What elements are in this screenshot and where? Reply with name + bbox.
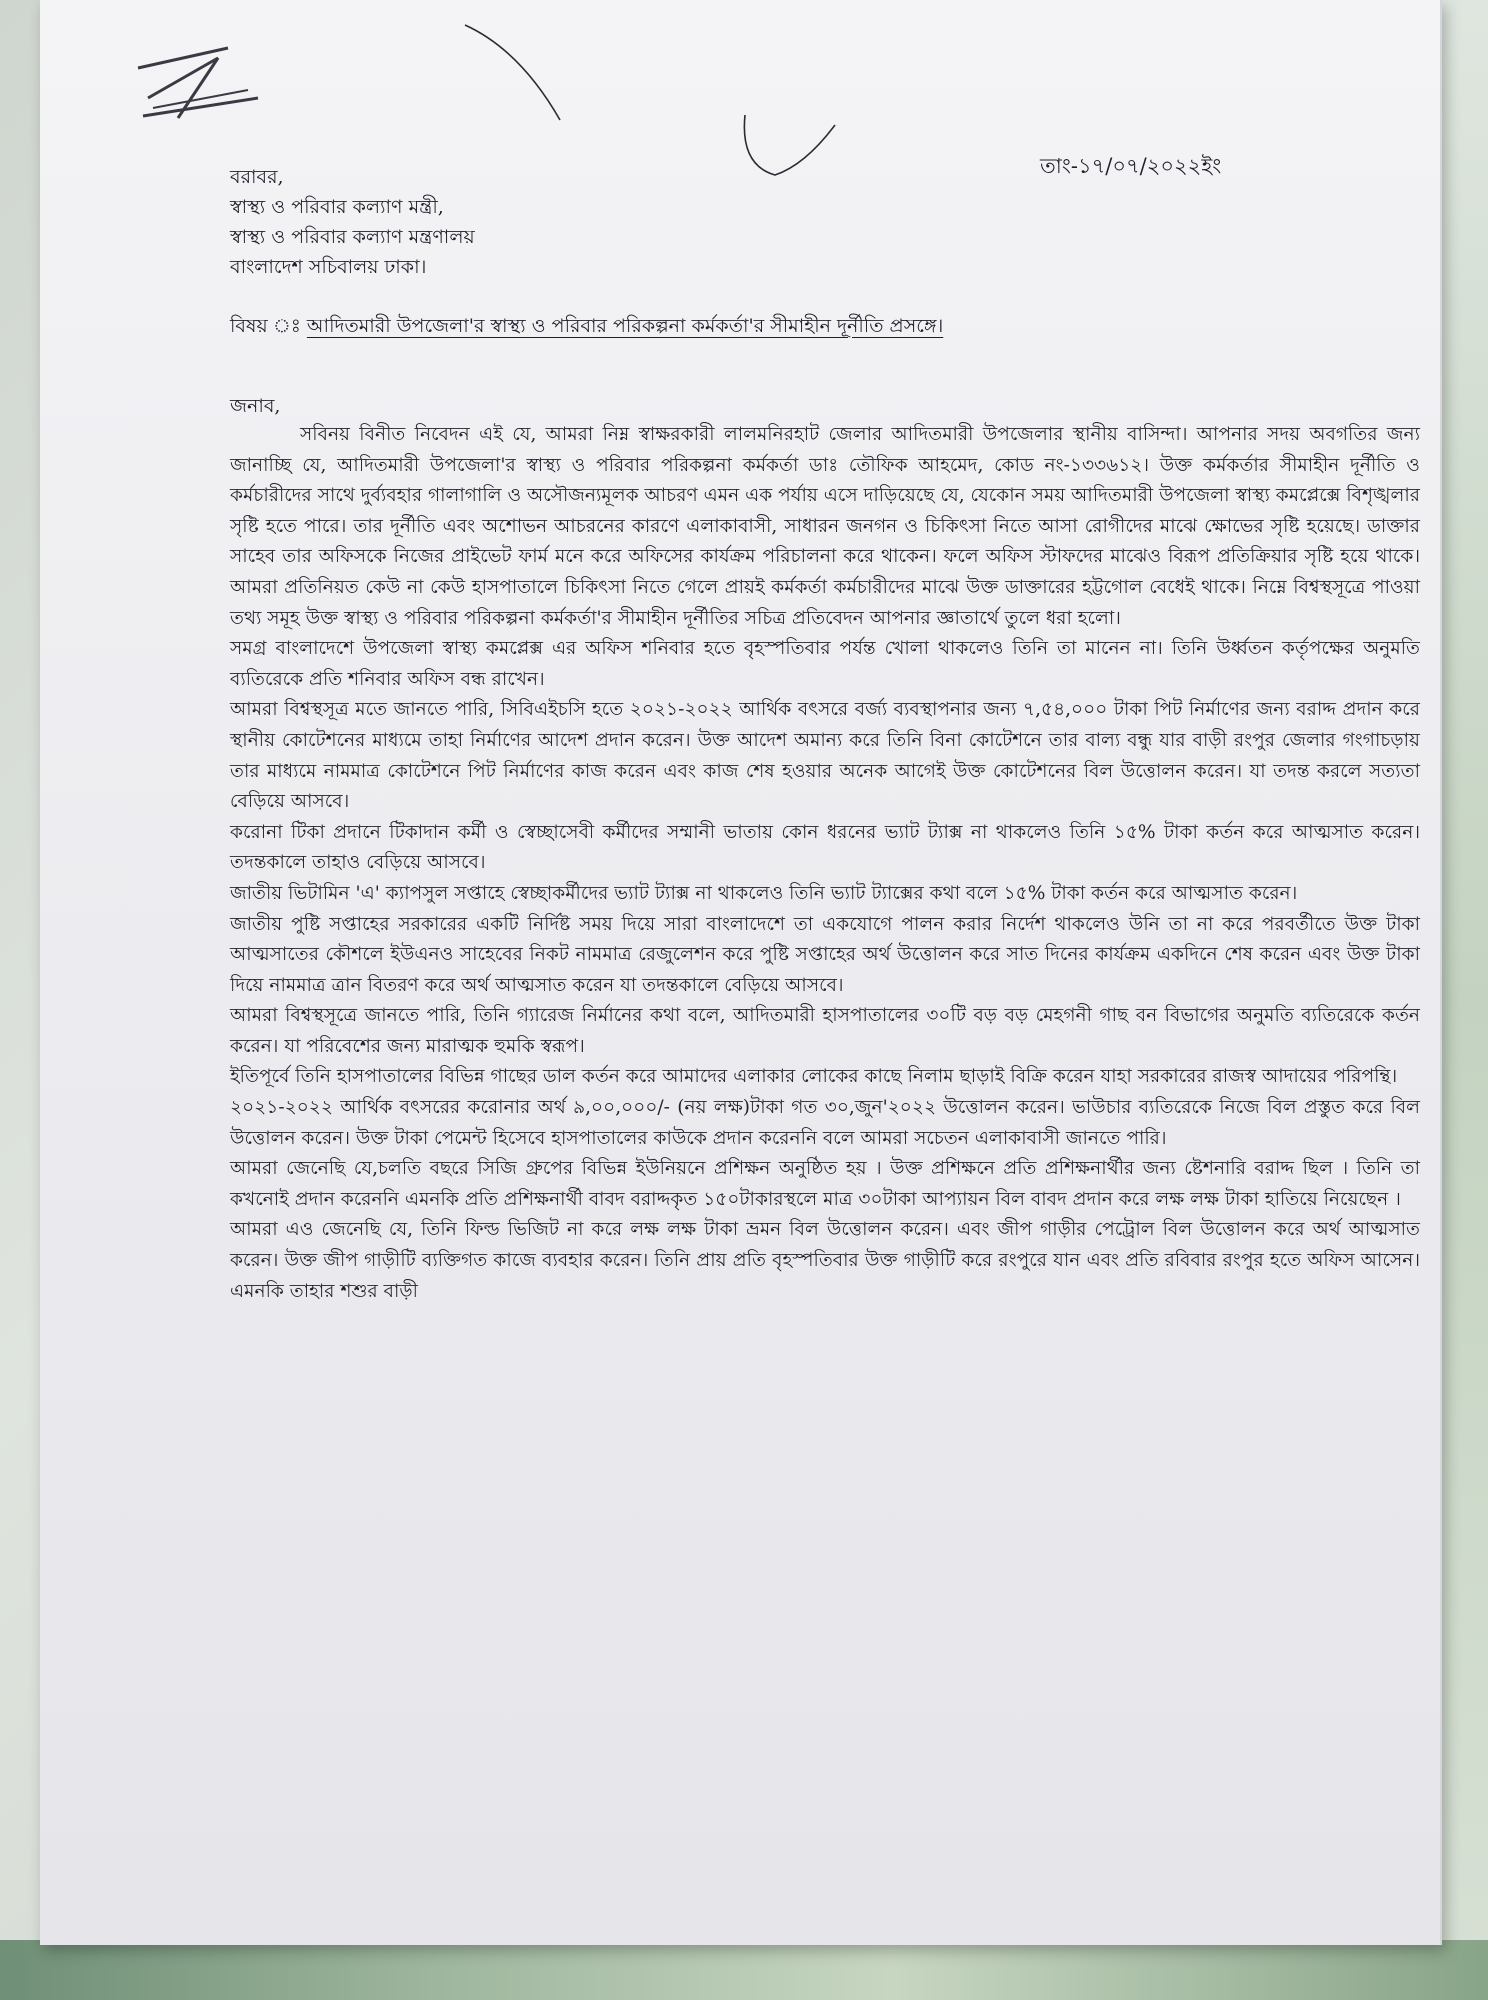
- subject-text: আদিতমারী উপজেলা'র স্বাস্থ্য ও পরিবার পরিকল্পনা কর্মকর্তা'র সীমাহীন দূর্নীতি প্রসঙ্গে।: [306, 315, 944, 337]
- body-paragraph: সমগ্র বাংলাদেশে উপজেলা স্বাস্থ্য কমপ্লেক্স এর অফিস শনিবার হতে বৃহস্পতিবার পর্যন্ত খোলা থাকলেও তিনি তা মানেন না। তিনি উর্ধ্বতন কর্তৃপক্ষের অনুমতি ব্যতিরেকে প্রতি শনিবার অফিস বন্ধ রাখেন।: [230, 638, 1420, 690]
- address-line: বাংলাদেশ সচিবালয় ঢাকা।: [230, 256, 427, 278]
- recipient-address: [230, 162, 830, 282]
- photo-background-bottom: [0, 1940, 1488, 2000]
- pen-mark-curve: [460, 20, 580, 130]
- address-line: স্বাস্থ্য ও পরিবার কল্যাণ মন্ত্রণালয়: [230, 226, 475, 248]
- letter-page: [40, 0, 1442, 1945]
- letter-date: তাং-১৭/০৭/২০২২ইং: [1040, 154, 1222, 178]
- address-line: বরাবর,: [230, 166, 284, 188]
- body-paragraph: করোনা টিকা প্রদানে টিকাদান কর্মী ও স্বেচ্ছাসেবী কর্মীদের সম্মানী ভাতায় কোন ধরনের ভ্যাট ট্যাক্স না থাকলেও তিনি ১৫% টাকা কর্তন করে আত্মসাত করেন। তদন্তকালে তাহাও বেড়িয়ে আসবে।: [230, 821, 1420, 874]
- letter-body: [230, 420, 1420, 1307]
- salutation: জনাব,: [230, 395, 281, 417]
- body-paragraph: আমরা বিশ্বস্থসূত্র মতে জানতে পারি, সিবিএইচসি হতে ২০২১-২০২২ আর্থিক বৎসরে বর্জ্য ব্যবস্থাপনার জন্য ৭,৫৪,০০০ টাকা পিট নির্মাণের জন্য বরাদ্দ প্রদান করে স্থানীয় কোটেশনের মাধ্যমে তাহা নির্মাণের আদেশ প্রদান করেন। উক্ত আদেশ অমান্য করে তিনি বিনা কোটেশনে তার বাল্য বন্ধু যার বাড়ী রংপুর জেলার গংগাচড়ায় তার মাধ্যমে নামমাত্র কোটেশনে পিট নির্মাণের কাজ করেন এবং কাজ শেষ হওয়ার অনেক আগেই উক্ত কোটেশনের বিল উত্তোলন করেন। যা তদন্ত করলে সত্যতা বেড়িয়ে আসবে।: [230, 699, 1420, 813]
- address-line: স্বাস্থ্য ও পরিবার কল্যাণ মন্ত্রী,: [230, 196, 444, 218]
- body-paragraph: ইতিপূর্বে তিনি হাসপাতালের বিভিন্ন গাছের ডাল কর্তন করে আমাদের এলাকার লোকের কাছে নিলাম ছাড়াই বিক্রি করেন যাহা সরকারের রাজস্ব আদায়ের পরিপন্থি।: [230, 1066, 1398, 1088]
- body-paragraph: আমরা জেনেছি যে,চলতি বছরে সিজি গ্রুপের বিভিন্ন ইউনিয়নে প্রশিক্ষন অনুষ্ঠিত হয় । উক্ত প্রশিক্ষনে প্রতি প্রশিক্ষনার্থীর জন্য ষ্টেশনারি বরাদ্দ ছিল । তিনি তা কখনোই প্রদান করেননি এমনকি প্রতি প্রশিক্ষনার্থী বাবদ বরাদ্দকৃত ১৫০টাকারস্থলে মাত্র ৩০টাকা আপ্যায়ন বিল বাবদ প্রদান করে লক্ষ লক্ষ টাকা হাতিয়ে নিয়েছেন ।: [230, 1158, 1420, 1210]
- subject-line: [230, 312, 1290, 344]
- body-paragraph: ২০২১-২০২২ আর্থিক বৎসরের করোনার অর্থ ৯,০০,০০০/- (নয় লক্ষ)টাকা গত ৩০,জুন'২০২২ উত্তোলন করেন। ভাউচার ব্যতিরেকে নিজে বিল প্রস্তুত করে বিল উত্তোলন করেন। উক্ত টাকা পেমেন্ট হিসেবে হাসপাতালের কাউকে প্রদান করেননি বলে আমরা সচেতন এলাকাবাসী জানতে পারি।: [230, 1097, 1420, 1149]
- body-paragraph: সবিনয় বিনীত নিবেদন এই যে, আমরা নিম্ন স্বাক্ষরকারী লালমনিরহাট জেলার আদিতমারী উপজেলার স্থানীয় বাসিন্দা। আপনার সদয় অবগতির জন্য জানাচ্ছি যে, আদিতমারী উপজেলা'র স্বাস্থ্য ও পরিবার পরিকল্পনা কর্মকর্তা ডাঃ তৌফিক আহমেদ, কোড নং-১৩৩৬১২। উক্ত কর্মকর্তার সীমাহীন দূর্নীতি ও কর্মচারীদের সাথে দুর্ব্যবহার গালাগালি ও অসৌজন্যমূলক আচরণ এমন এক পর্যায় এসে দাড়িয়েছে যে, যেকোন সময় আদিতমারী উপজেলা স্বাস্থ্য কমপ্লেক্সে বিশৃঙ্খলার সৃষ্টি হতে পারে। তার দূর্নীতি এবং অশোভন আচরনের কারণে এলাকাবাসী, সাধারন জনগন ও চিকিৎসা নিতে আসা রোগীদের মাঝে ক্ষোভের সৃষ্টি হয়েছে। ডাক্তার সাহেব তার অফিসকে নিজের প্রাইভেট ফার্ম মনে করে অফিসের কার্যক্রম পরিচালনা করে থাকেন। ফলে অফিস স্টাফদের মাঝেও বিরূপ প্রতিক্রিয়ার সৃষ্টি হয়ে থাকে। আমরা প্রতিনিয়ত কেউ না কেউ হাসপাতালে চিকিৎসা নিতে গেলে প্রায়ই কর্মকর্তা কর্মচারীদের মাঝে উক্ত ডাক্তারের হট্টগোল বেধেই থাকে। নিম্নে বিশ্বস্থসূত্রে পাওয়া তথ্য সমূহ উক্ত স্বাস্থ্য ও পরিবার পরিকল্পনা কর্মকর্তা'র সীমাহীন দূর্নীতির সচিত্র প্রতিবেদন আপনার জ্ঞাতার্থে তুলে ধরা হলো।: [230, 424, 1420, 629]
- subject-label: বিষয় ঃ: [230, 315, 301, 337]
- body-paragraph: আমরা বিশ্বস্থসূত্রে জানতে পারি, তিনি গ্যারেজ নির্মানের কথা বলে, আদিতমারী হাসপাতালের ৩০টি বড় বড় মেহগনী গাছ বন বিভাগের অনুমতি ব্যতিরেকে কর্তন করেন। যা পরিবেশের জন্য মারাত্মক হুমকি স্বরূপ।: [230, 1005, 1420, 1057]
- body-paragraph: জাতীয় ভিটামিন 'এ' ক্যাপসুল সপ্তাহে স্বেচ্ছাকর্মীদের ভ্যাট ট্যাক্স না থাকলেও তিনি ভ্যাট ট্যাক্সের কথা বলে ১৫% টাকা কর্তন করে আত্মসাত করেন।: [230, 882, 1298, 904]
- body-paragraph: আমরা এও জেনেছি যে, তিনি ফিল্ড ভিজিট না করে লক্ষ লক্ষ টাকা ভ্রমন বিল উত্তোলন করেন। এবং জীপ গাড়ীর পেট্রোল বিল উত্তোলন করে অর্থ আত্মসাত করেন। উক্ত জীপ গাড়ীটি ব্যক্তিগত কাজে ব্যবহার করেন। তিনি প্রায় প্রতি বৃহস্পতিবার উক্ত গাড়ীটি করে রংপুরে যান এবং প্রতি রবিবার রংপুর হতে অফিস আসেন। এমনকি তাহার শশুর বাড়ী: [230, 1219, 1420, 1302]
- body-paragraph: জাতীয় পুষ্টি সপ্তাহের সরকারের একটি নির্দিষ্ট সময় দিয়ে সারা বাংলাদেশে তা একযোগে পালন করার নির্দেশ থাকলেও উনি তা না করে পরবর্তীতে উক্ত টাকা আত্মসাতের কৌশলে ইউএনও সাহেবের নিকট নামমাত্র রেজুলেশন করে পুষ্টি সপ্তাহের অর্থ উত্তোলন করে সাত দিনের কার্যক্রম একদিনে শেষ করেন এবং উক্ত টাকা দিয়ে নামমাত্র ত্রান বিতরণ করে অর্থ আত্মসাত করেন যা তদন্তকালে বেড়িয়ে আসবে।: [230, 913, 1420, 996]
- signature-scribble: [108, 28, 288, 138]
